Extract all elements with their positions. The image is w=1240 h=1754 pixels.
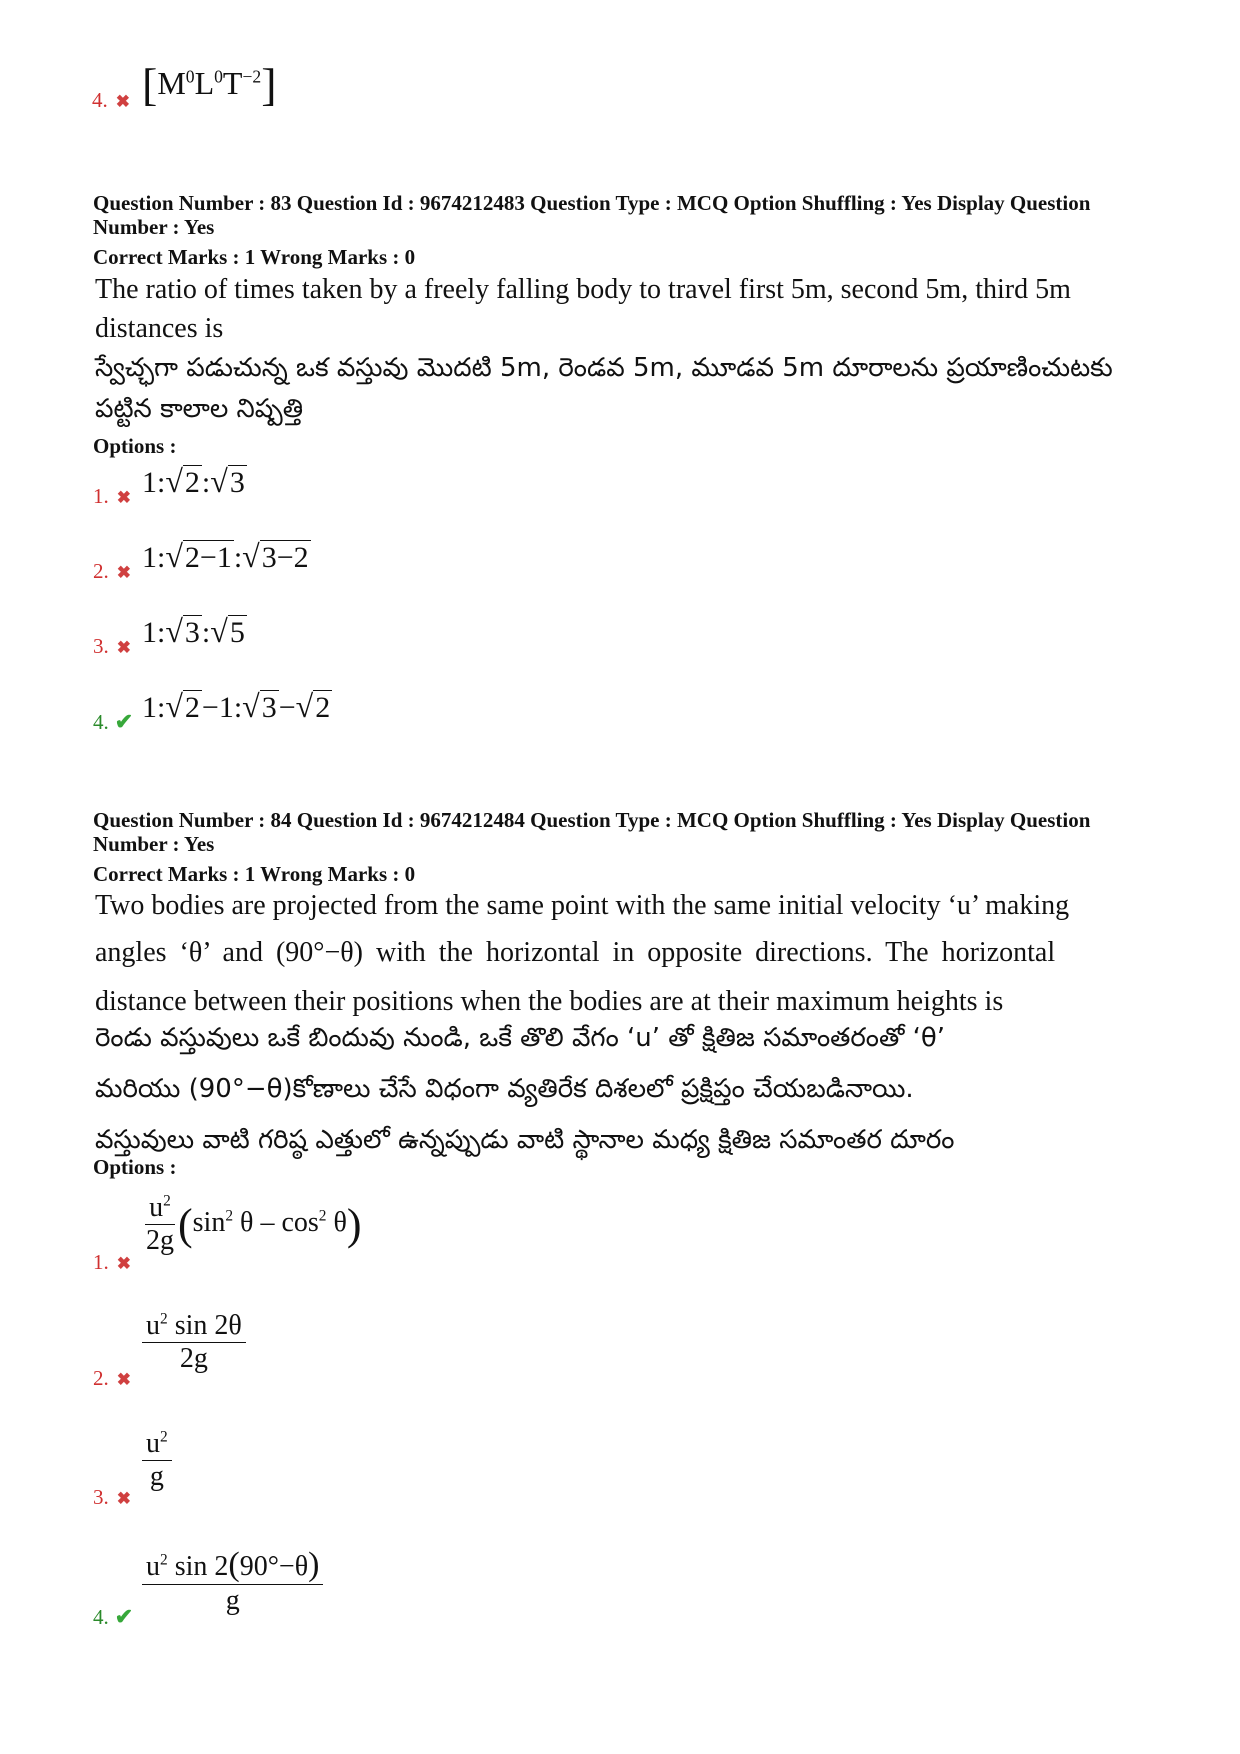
option-number: 3. — [93, 634, 109, 658]
q83-text-te: స్వేచ్ఛగా పడుచున్న ఒక వస్తువు మొదటి 5m, రెండవ 5m, మూడవ 5m దూరాలను ప్రయాణించుటకు పట్టిన కాలాల నిష్పత్తి — [95, 353, 1113, 424]
q83-option-2-expr: 1:√2−1:√3−2 — [142, 538, 309, 574]
cross-icon: ✖ — [116, 1254, 131, 1273]
q84-marks: Correct Marks : 1 Wrong Marks : 0 — [93, 862, 416, 886]
q84-option-3-expr: $\frac{u^2}{g}$ — [142, 1428, 172, 1493]
q84-option-2-expr: $\frac{u^2 \sin 2\theta}{2g}$ — [142, 1310, 246, 1375]
option-number: 4. — [93, 1605, 109, 1629]
q84-option-1-expr: $\frac{u^2}{2g}$ ($\sin^2$ θ – $\cos^2 \theta$) — [146, 1192, 362, 1256]
cross-icon: ✖ — [116, 488, 131, 507]
q83-option-4-expr: 1:√2−1:√3−√2 — [142, 688, 331, 724]
q84-option-2[interactable] — [93, 1366, 131, 1391]
q84-header: Question Number : 84 Question Id : 9674212484 Question Type : MCQ Option Shuffling : Yes Display Question Number : Yes — [93, 808, 1091, 856]
q83-options-label: Options : — [93, 434, 177, 458]
q84-options-label: Options : — [93, 1155, 177, 1179]
check-icon: ✔ — [114, 1604, 134, 1629]
cross-icon: ✖ — [116, 1370, 131, 1389]
option-number: 1. — [93, 484, 109, 508]
option-number: 1. — [93, 1250, 109, 1274]
option-number: 2. — [93, 559, 109, 583]
prev-option-4 — [92, 88, 130, 113]
q83-option-2[interactable] — [93, 559, 131, 584]
cross-icon: ✖ — [115, 92, 130, 111]
q83-option-4[interactable] — [93, 709, 133, 735]
q83-header: Question Number : 83 Question Id : 9674212483 Question Type : MCQ Option Shuffling : Yes Display Question Number : Yes — [93, 191, 1091, 239]
q84-text-en-2: angles ‘θ’ and (90°−θ) with the horizontal in opposite directions. The horizontal — [95, 937, 1056, 968]
check-icon: ✔ — [114, 709, 134, 734]
q83-option-3[interactable] — [93, 634, 131, 659]
option-number: 3. — [93, 1485, 109, 1509]
cross-icon: ✖ — [116, 563, 131, 582]
q84-text-te-3: వస్తువులు వాటి గరిష్ఠ ఎత్తులో ఉన్నప్పుడు వాటి స్థానాల మధ్య క్షితిజ సమాంతర దూరం — [95, 1125, 955, 1155]
q83-option-1[interactable] — [93, 484, 131, 509]
option-number: 4. — [92, 88, 108, 112]
cross-icon: ✖ — [116, 1489, 131, 1508]
cross-icon: ✖ — [116, 638, 131, 657]
q84-text-te-2: మరియు (90°−θ)కోణాలు చేసే విధంగా వ్యతిరేక దిశలలో ప్రక్షిప్తం చేయబడినాయి. — [95, 1074, 914, 1104]
q84-option-1[interactable] — [93, 1250, 131, 1275]
q84-option-3[interactable] — [93, 1485, 131, 1510]
prev-option-4-expr: $[M^0L^0T^{-2}]$ — [142, 59, 277, 110]
q83-marks: Correct Marks : 1 Wrong Marks : 0 — [93, 245, 416, 269]
option-number: 4. — [93, 710, 109, 734]
q84-text-en-1: Two bodies are projected from the same point with the same initial velocity ‘u’ making — [95, 890, 1070, 921]
q83-option-1-expr: 1:√2:√3 — [142, 463, 245, 499]
q84-option-4-expr: $\frac{u^2 \sin 2(90^\circ-\theta)}{g}$ — [142, 1546, 323, 1617]
q83-text-en: The ratio of times taken by a freely falling body to travel first 5m, second 5m, third 5m distances is — [95, 274, 1071, 344]
q84-option-4[interactable] — [93, 1604, 133, 1630]
q84-text-te-1: రెండు వస్తువులు ఒకే బిందువు నుండి, ఒకే తొలి వేగం ‘u’ తో క్షితిజ సమాంతరంతో ‘θ’ — [95, 1023, 946, 1053]
q83-option-3-expr: 1:√3:√5 — [142, 613, 245, 649]
option-number: 2. — [93, 1366, 109, 1390]
q84-text-en-3: distance between their positions when the bodies are at their maximum heights is — [95, 986, 1004, 1017]
